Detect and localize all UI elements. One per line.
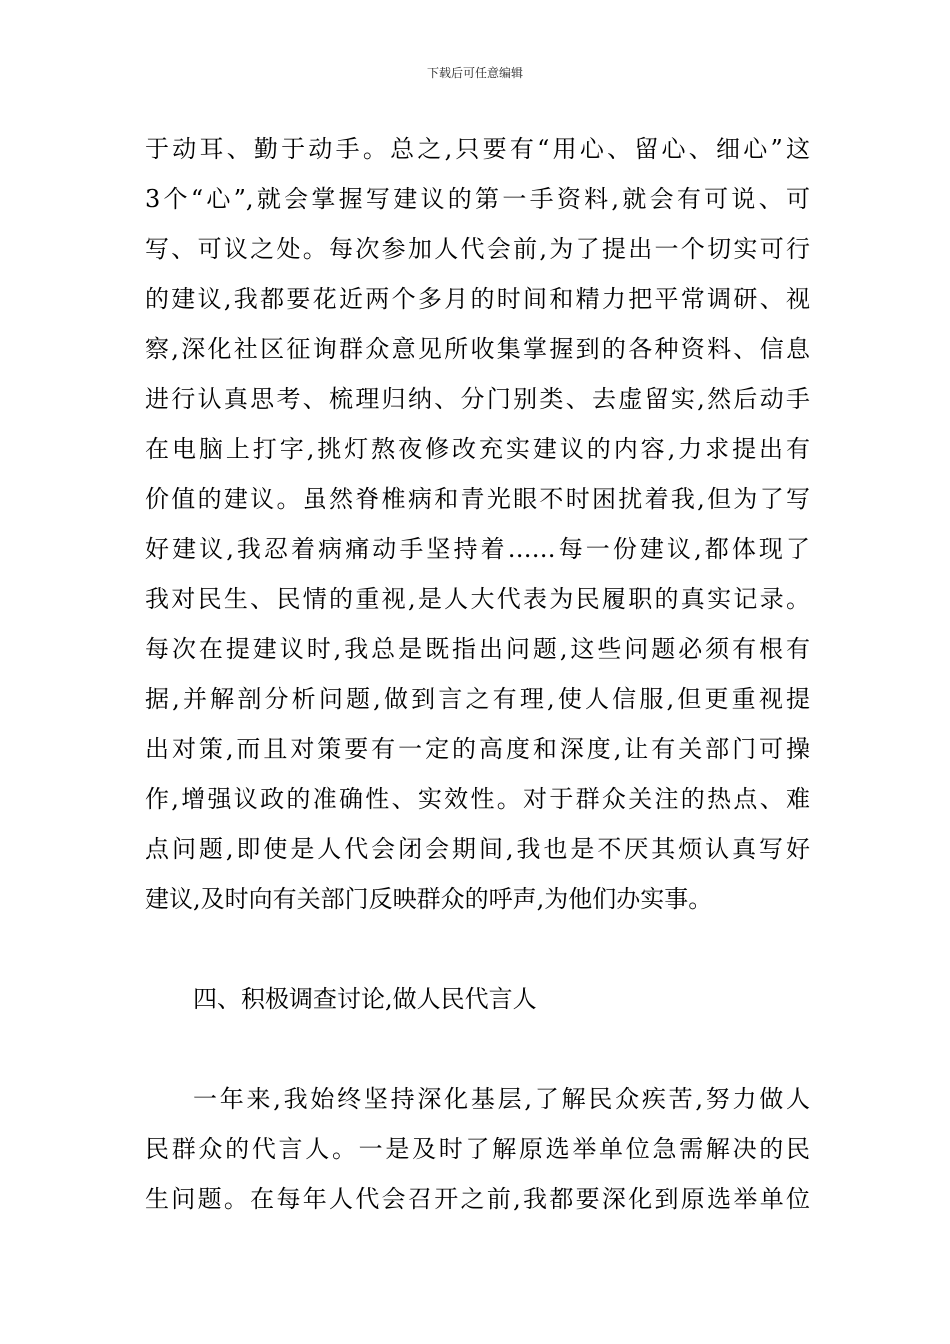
paragraph-line: 写、可议之处。每次参加人代会前,为了提出一个切实可行 bbox=[145, 235, 810, 263]
paragraph-line: 作,增强议政的准确性、实效性。对于群众关注的热点、难 bbox=[145, 785, 810, 813]
paragraph-line: 据,并解剖分析问题,做到言之有理,使人信服,但更重视提 bbox=[145, 685, 810, 713]
paragraph-line: 民群众的代言人。一是及时了解原选举单位急需解决的民 bbox=[145, 1135, 810, 1163]
section-heading: 四、积极调查讨论,做人民代言人 bbox=[193, 985, 537, 1013]
paragraph-line: 每次在提建议时,我总是既指出问题,这些问题必须有根有 bbox=[145, 635, 810, 663]
paragraph-line: 生问题。在每年人代会召开之前,我都要深化到原选举单位 bbox=[145, 1185, 810, 1213]
paragraph-line: 察,深化社区征询群众意见所收集掌握到的各种资料、信息 bbox=[145, 335, 810, 363]
page-header: 下载后可任意编辑 bbox=[426, 66, 523, 80]
paragraph-line: 价值的建议。虽然脊椎病和青光眼不时困扰着我,但为了写 bbox=[145, 485, 810, 513]
paragraph-line: 于动耳、勤于动手。总之,只要有“用心、留心、细心”这 bbox=[145, 135, 810, 163]
paragraph-line: 进行认真思考、梳理归纳、分门别类、去虚留实,然后动手 bbox=[145, 385, 810, 413]
paragraph-line: 点问题,即使是人代会闭会期间,我也是不厌其烦认真写好 bbox=[145, 835, 810, 863]
paragraph-line: 在电脑上打字,挑灯熬夜修改充实建议的内容,力求提出有 bbox=[145, 435, 810, 463]
paragraph-line: 出对策,而且对策要有一定的高度和深度,让有关部门可操 bbox=[145, 735, 810, 763]
paragraph-line: 3个“心”,就会掌握写建议的第一手资料,就会有可说、可 bbox=[145, 185, 810, 213]
paragraph-line: 我对民生、民情的重视,是人大代表为民履职的真实记录。 bbox=[145, 585, 810, 613]
paragraph-line: 一年来,我始终坚持深化基层,了解民众疾苦,努力做人 bbox=[193, 1085, 810, 1113]
paragraph-line: 的建议,我都要花近两个多月的时间和精力把平常调研、视 bbox=[145, 285, 810, 313]
paragraph-line: 好建议,我忍着病痛动手坚持着……每一份建议,都体现了 bbox=[145, 535, 810, 563]
paragraph-line: 建议,及时向有关部门反映群众的呼声,为他们办实事。 bbox=[145, 885, 713, 913]
